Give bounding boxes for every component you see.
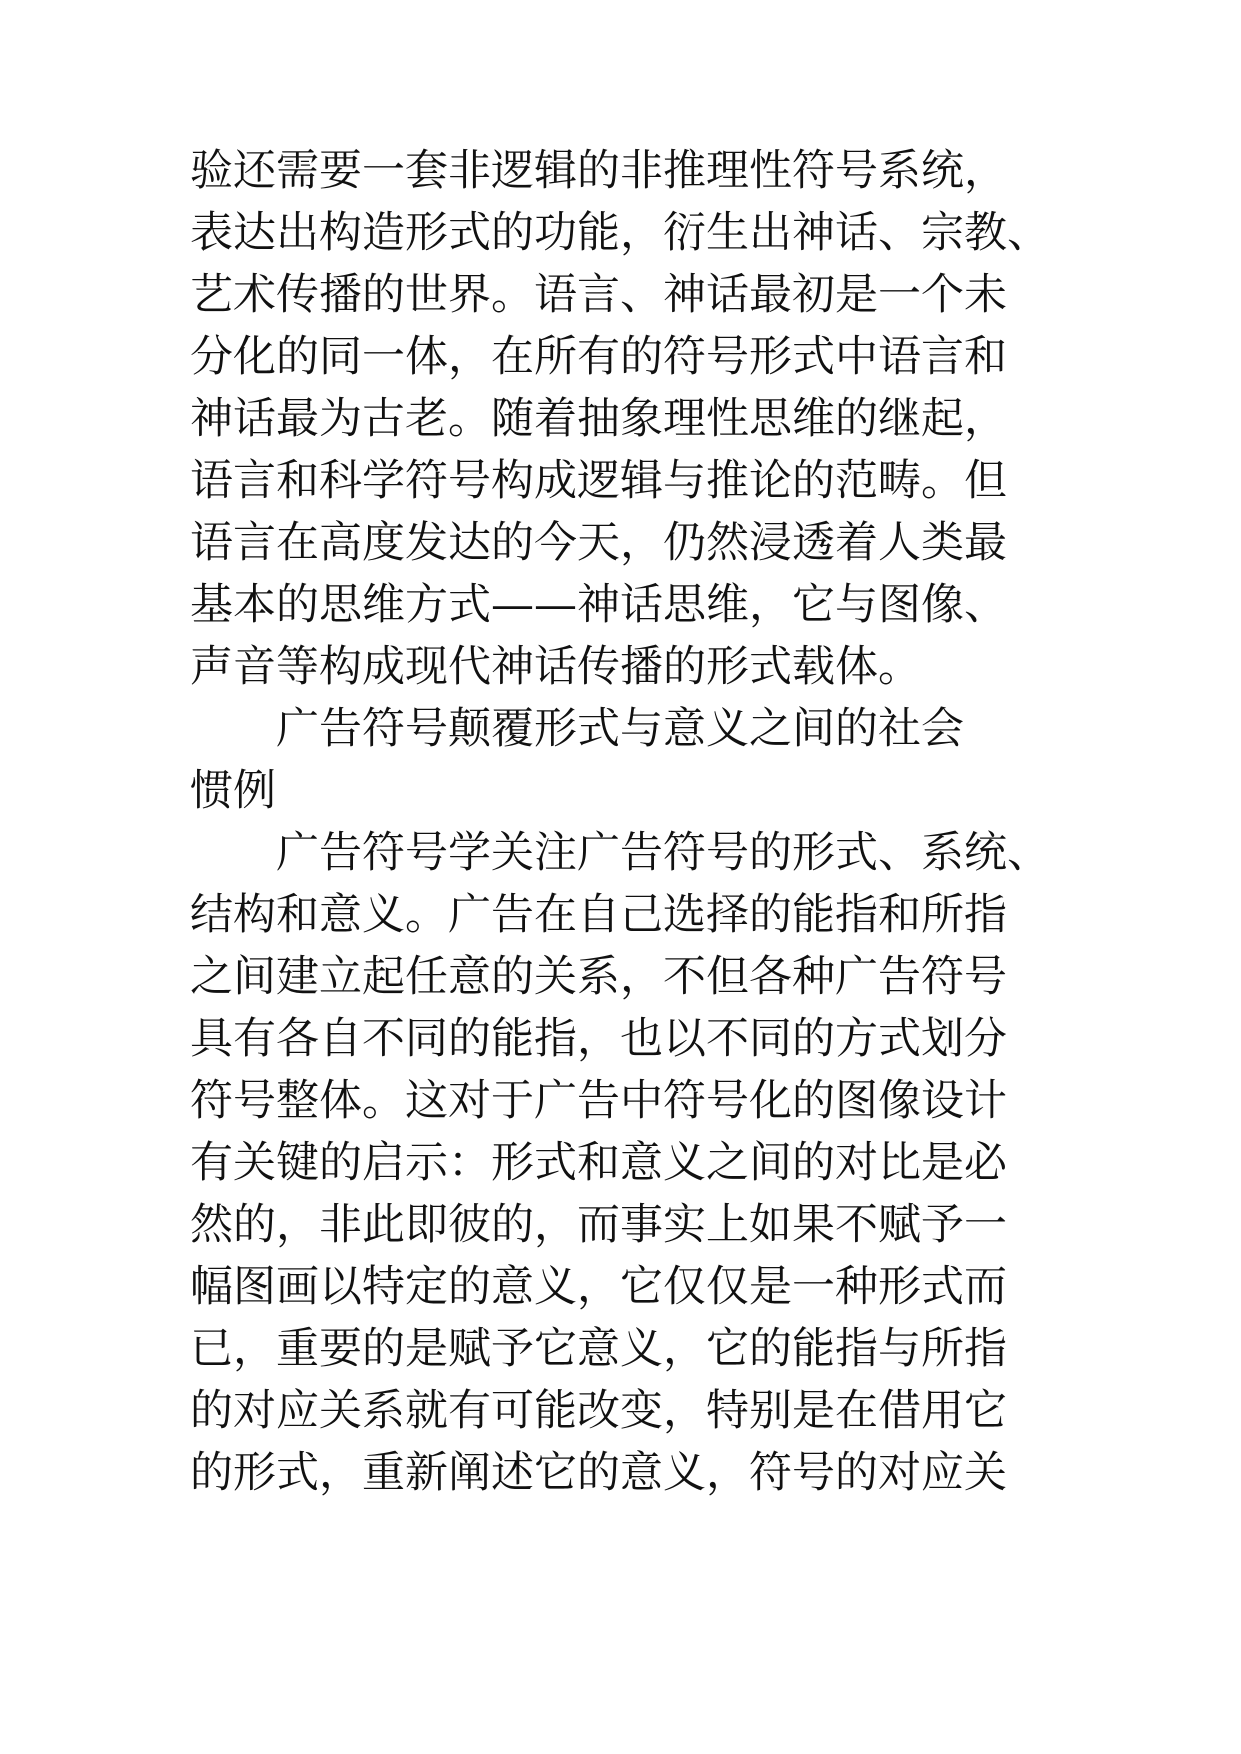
body-text [190, 140, 1070, 1504]
text-line: 幅图画以特定的意义，它仅仅是一种形式而 [190, 1262, 1007, 1312]
text-line: 表达出构造形式的功能，衍生出神话、宗教、 [190, 208, 1050, 258]
text-line: 验还需要一套非逻辑的非推理性符号系统， [190, 146, 1007, 196]
text-line: 广告符号学关注广告符号的形式、系统、 [276, 828, 1050, 878]
text-line: 语言和科学符号构成逻辑与推论的范畴。但 [190, 456, 1007, 506]
text-line: 语言在高度发达的今天，仍然浸透着人类最 [190, 518, 1007, 568]
text-line: 具有各自不同的能指，也以不同的方式划分 [190, 1014, 1007, 1064]
text-line: 符号整体。这对于广告中符号化的图像设计 [190, 1076, 1007, 1126]
text-line: 的对应关系就有可能改变，特别是在借用它 [190, 1386, 1007, 1436]
text-line: 已，重要的是赋予它意义，它的能指与所指 [190, 1324, 1007, 1374]
text-line: 的形式，重新阐述它的意义，符号的对应关 [190, 1448, 1007, 1498]
text-line: 分化的同一体，在所有的符号形式中语言和 [190, 332, 1007, 382]
text-line: 结构和意义。广告在自己选择的能指和所指 [190, 890, 1007, 940]
text-line: 神话最为古老。随着抽象理性思维的继起， [190, 394, 1007, 444]
text-line: 声音等构成现代神话传播的形式载体。 [190, 642, 921, 692]
text-line: 然的，非此即彼的，而事实上如果不赋予一 [190, 1200, 1007, 1250]
text-line: 之间建立起任意的关系，不但各种广告符号 [190, 952, 1007, 1002]
section-heading-line: 广告符号颠覆形式与意义之间的社会 [276, 704, 964, 754]
text-line: 艺术传播的世界。语言、神话最初是一个未 [190, 270, 1007, 320]
text-line: 基本的思维方式——神话思维，它与图像、 [190, 580, 1007, 630]
text-line: 有关键的启示：形式和意义之间的对比是必 [190, 1138, 1007, 1188]
section-heading-line: 惯例 [190, 766, 276, 816]
